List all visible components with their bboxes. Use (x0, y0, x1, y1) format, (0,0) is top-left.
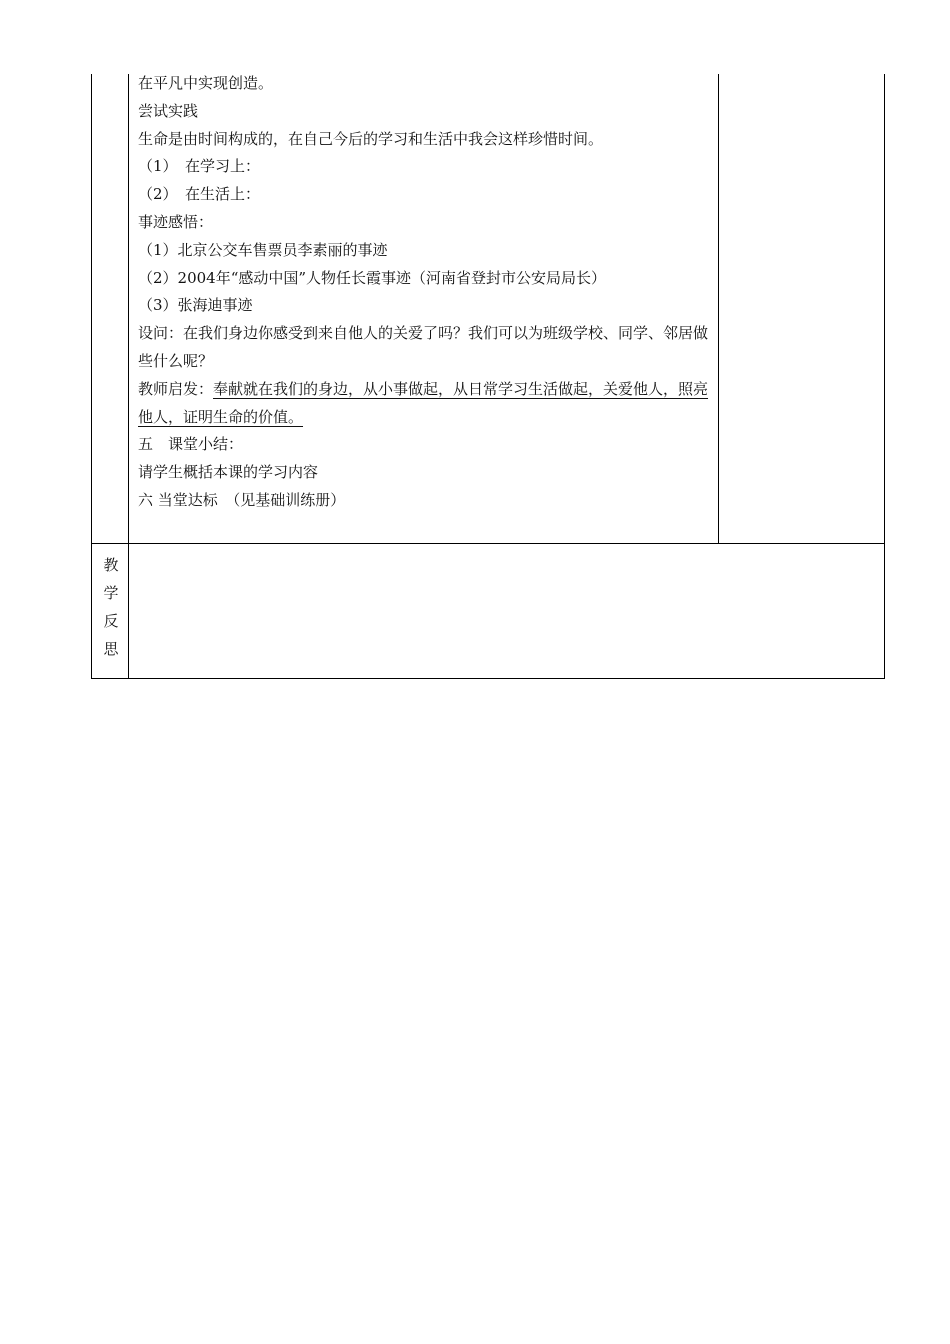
content-list-item: （3）张海迪事迹 (138, 296, 253, 315)
table-border-right (884, 74, 885, 679)
lesson-content-cell (138, 70, 716, 515)
content-list-item: （1）北京公交车售票员李素丽的事迹 (138, 240, 388, 259)
table-border-bottom (91, 678, 885, 679)
section-heading-stories: 事迹感悟： (138, 212, 214, 231)
section-heading-practice: 尝试实践 (138, 101, 199, 120)
table-row-divider (91, 543, 885, 544)
teacher-hint-underlined: 奉献就在我们的身边，从小事做起，从日常学习生活做起，关爱他人，照亮他人，证明生命的价值。 (138, 379, 709, 426)
content-line: 请学生概括本课的学习内容 (138, 463, 319, 482)
content-line: 生命是由时间构成的，在自己今后的学习和生活中我会这样珍惜时间。 (138, 129, 604, 148)
reflection-char: 思 (103, 640, 119, 658)
reflection-char: 教 (103, 556, 119, 574)
reflection-char: 学 (103, 584, 119, 602)
section-heading-exercise: 六 当堂达标 （见基础训练册） (138, 490, 346, 509)
content-line: 在平凡中实现创造。 (138, 74, 274, 92)
table-border-col1 (128, 74, 129, 679)
content-list-item: （2） 在生活上： (138, 185, 261, 204)
section-heading-summary: 五 课堂小结： (138, 435, 244, 454)
table-border-col2 (718, 74, 719, 544)
reflection-char: 反 (103, 612, 119, 630)
content-list-item: （1） 在学习上： (138, 157, 261, 176)
teaching-reflection-label (100, 551, 122, 663)
table-border-left (91, 74, 92, 679)
content-question: 设问：在我们身边你感受到来自他人的关爱了吗？我们可以为班级学校、同学、邻居做些什么呢？ (138, 324, 709, 370)
content-list-item: （2）2004年“感动中国”人物任长霞事迹（河南省登封市公安局局长） (138, 268, 607, 287)
content-teacher-hint (138, 376, 716, 432)
teacher-hint-label: 教师启发： (138, 379, 214, 398)
